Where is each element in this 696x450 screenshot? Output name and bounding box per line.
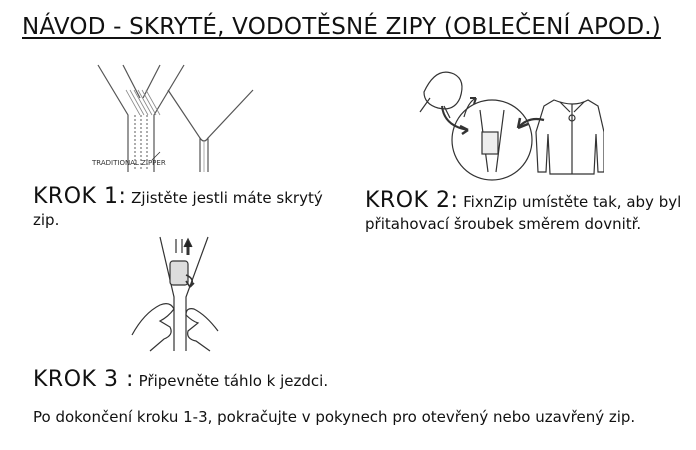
zipper-comparison-illustration bbox=[88, 60, 258, 178]
step-1-heading: KROK 1: bbox=[33, 184, 127, 209]
fixnzip-placement-illustration bbox=[414, 62, 604, 188]
step-1 bbox=[33, 186, 353, 231]
step-3-heading: KROK 3 : bbox=[33, 367, 134, 392]
footer-note: Po dokončení kroku 1-3, pokračujte v pokynech pro otevřený nebo uzavřený zip. bbox=[33, 408, 636, 426]
step-1-text: Zjistěte jestli máte skrytý zip. bbox=[33, 189, 323, 229]
step-3-text: Připevněte táhlo k jezdci. bbox=[133, 372, 329, 390]
attach-pull-tab-illustration bbox=[130, 235, 220, 353]
step-2 bbox=[365, 190, 685, 235]
page-title: NÁVOD - SKRYTÉ, VODOTĚSNÉ ZIPY (OBLEČENÍ APOD.) bbox=[22, 14, 661, 40]
step-3 bbox=[33, 369, 433, 392]
step-2-heading: KROK 2: bbox=[365, 188, 459, 213]
step-2-text: FixnZip umístěte tak, aby byl přitahovací šroubek směrem dovnitř. bbox=[365, 193, 682, 233]
zipper-label: TRADITIONAL ZIPPER bbox=[92, 159, 166, 167]
